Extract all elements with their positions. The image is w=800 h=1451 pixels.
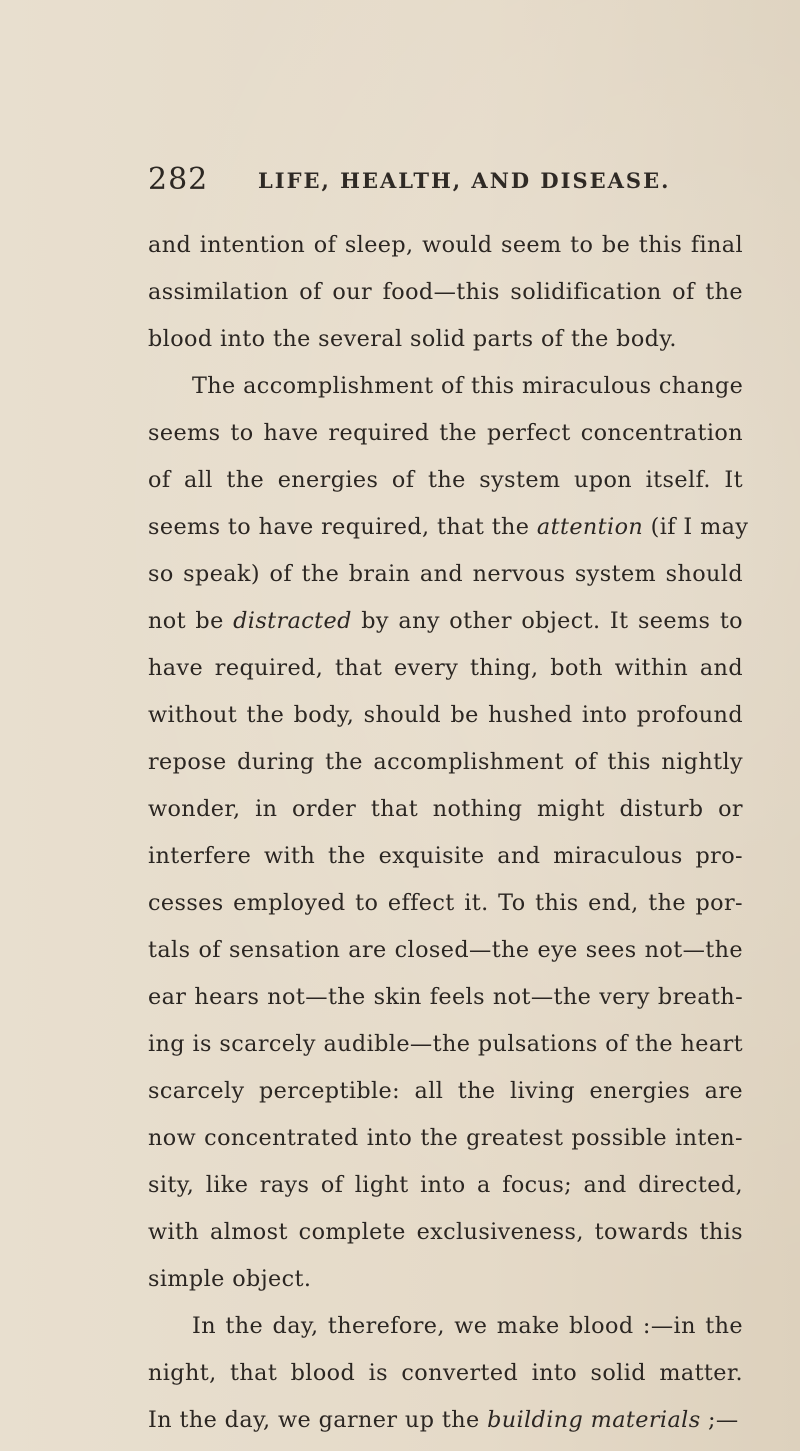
- text-run: ing is scarcely audible—the pulsations of the heart: [148, 1031, 743, 1057]
- text-line: [148, 363, 743, 410]
- text-run: by any other object. It seems to: [351, 608, 743, 634]
- text-run: without the body, should be hushed into profound: [148, 702, 743, 728]
- text-line: [148, 269, 743, 316]
- text-run: simple object.: [148, 1266, 312, 1292]
- text-line: [148, 598, 743, 645]
- text-run: seems to have required, that the: [148, 514, 537, 540]
- text-line: [148, 1303, 743, 1350]
- text-line: [148, 880, 743, 927]
- text-line: [148, 692, 743, 739]
- text-line: [148, 1209, 743, 1256]
- text-run: The accomplishment of this miraculous change: [192, 373, 744, 399]
- text-run: with almost complete exclusiveness, towards this: [148, 1219, 743, 1245]
- text-line: [148, 1021, 743, 1068]
- page-header: [0, 162, 800, 202]
- text-line: [148, 786, 743, 833]
- italic-text: building materials: [487, 1407, 701, 1433]
- text-line: [148, 222, 743, 269]
- text-line: [148, 1256, 743, 1303]
- text-run: and intention of sleep, would seem to be this final: [148, 232, 743, 258]
- text-run: wonder, in order that nothing might disturb or: [148, 796, 743, 822]
- italic-text: distracted: [233, 608, 352, 634]
- text-run: interfere with the exquisite and miraculous pro-: [148, 843, 743, 869]
- text-run: tals of sensation are closed—the eye sees not—the: [148, 937, 743, 963]
- text-line: [148, 1068, 743, 1115]
- text-line: [148, 1350, 743, 1397]
- text-run: repose during the accomplishment of this nightly: [148, 749, 743, 775]
- text-run: scarcely perceptible: all the living energies are: [148, 1078, 743, 1104]
- text-run: blood into the several solid parts of the body.: [148, 326, 677, 352]
- text-run: seems to have required the perfect concentration: [148, 420, 743, 446]
- page-number: 282: [148, 162, 209, 197]
- text-run: cesses employed to effect it. To this end, the por-: [148, 890, 743, 916]
- text-run: ear hears not—the skin feels not—the very breath-: [148, 984, 743, 1010]
- text-run: In the day, we garner up the: [148, 1407, 488, 1433]
- text-line: [148, 645, 743, 692]
- text-line: [148, 504, 749, 551]
- text-line: [148, 316, 743, 363]
- text-run: (if I may: [643, 514, 749, 540]
- text-run: assimilation of our food—this solidification of the: [148, 279, 743, 305]
- text-run: night, that blood is converted into solid matter.: [148, 1360, 743, 1386]
- text-line: [148, 410, 743, 457]
- text-run: of all the energies of the system upon itself. It: [148, 467, 743, 493]
- body-text: [148, 222, 749, 1444]
- text-run: not be: [148, 608, 234, 634]
- text-line: [148, 551, 743, 598]
- text-run: In the day, therefore, we make blood :—in the: [192, 1313, 743, 1339]
- text-line: [148, 1397, 743, 1444]
- text-line: [148, 1115, 743, 1162]
- text-line: [148, 739, 743, 786]
- running-head: LIFE, HEALTH, AND DISEASE.: [258, 168, 671, 193]
- text-run: sity, like rays of light into a focus; and directed,: [148, 1172, 743, 1198]
- text-run: have required, that every thing, both within and: [148, 655, 743, 681]
- text-line: [148, 1162, 743, 1209]
- text-run: ;—: [700, 1407, 739, 1433]
- text-run: so speak) of the brain and nervous system should: [148, 561, 743, 587]
- text-line: [148, 974, 743, 1021]
- italic-text: attention: [536, 514, 644, 540]
- text-line: [148, 457, 743, 504]
- text-run: now concentrated into the greatest possible inten-: [148, 1125, 743, 1151]
- text-line: [148, 833, 743, 880]
- text-line: [148, 927, 743, 974]
